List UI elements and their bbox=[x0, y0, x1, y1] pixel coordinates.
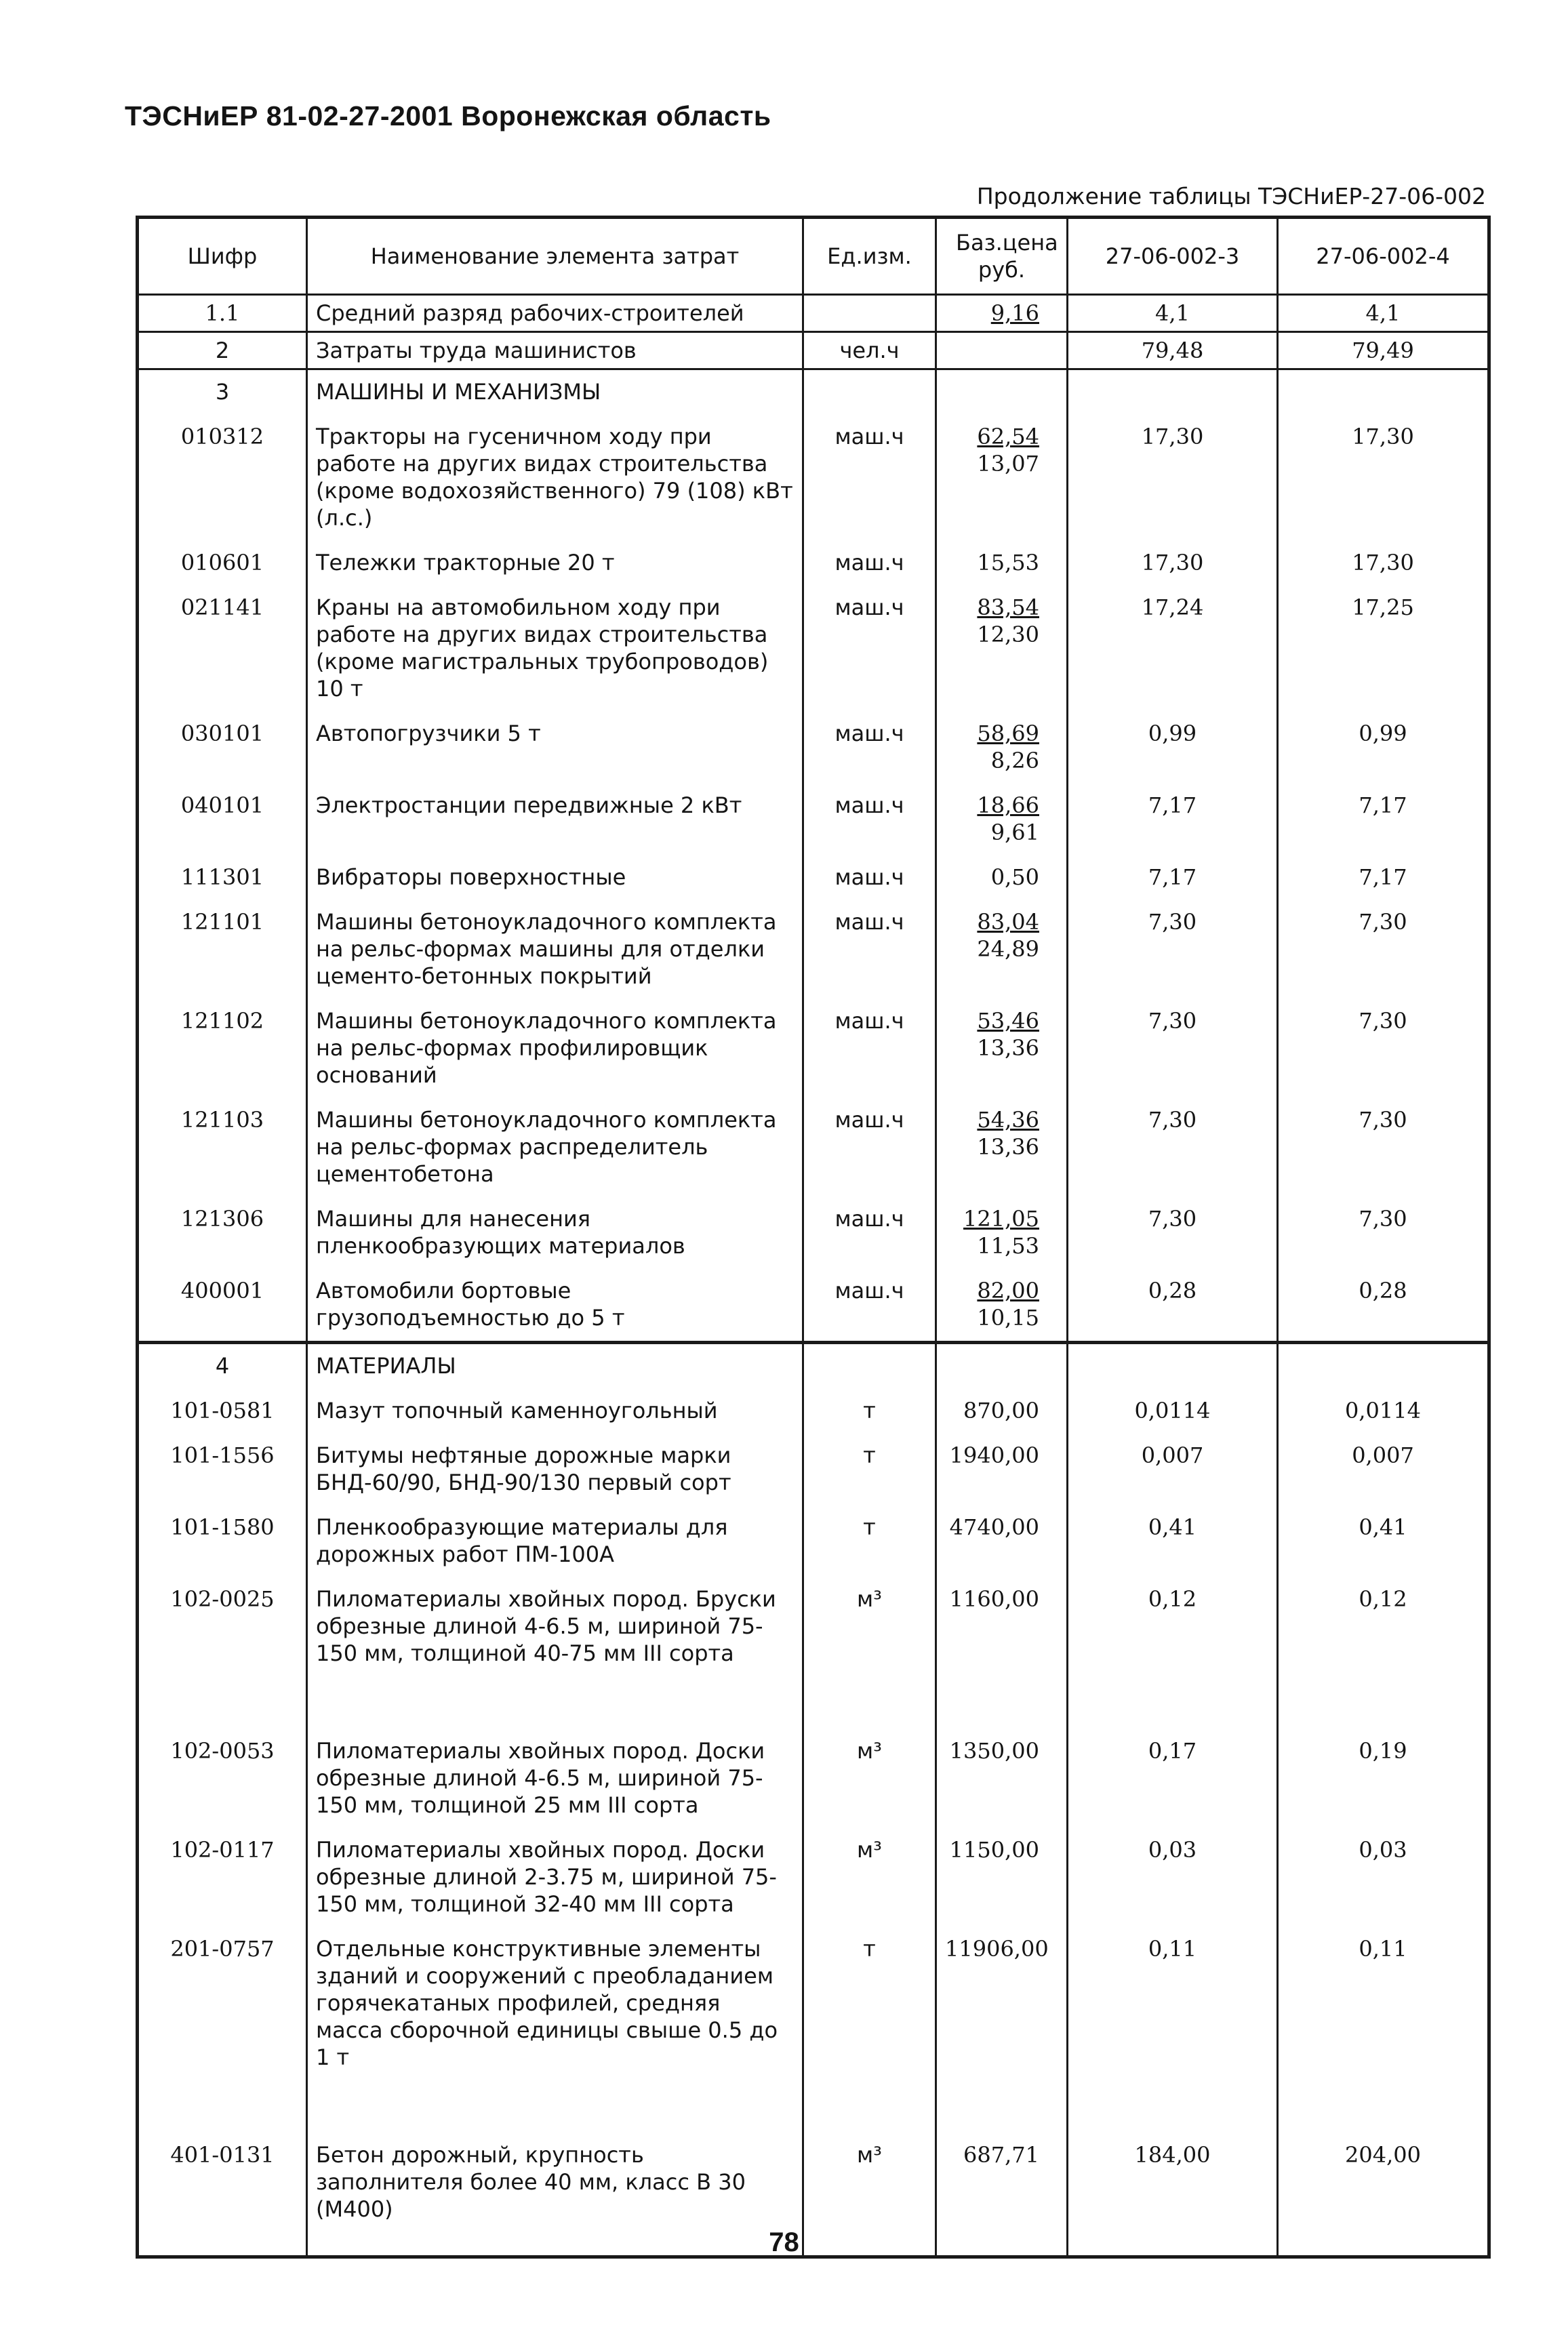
cell-price bbox=[936, 784, 1068, 855]
price-wage: 9,61 bbox=[990, 820, 1039, 845]
cell-value-27-06-002-4: 7,30 bbox=[1278, 1098, 1489, 1197]
cell-name: Отдельные конструктивные элементы зданий и сооружений с преобладанием горячекатаных профилей, средняя масса сборочной единицы свыше 0.5 до 1 т bbox=[307, 1927, 803, 2133]
cell-code: 121102 bbox=[138, 999, 307, 1098]
table-row bbox=[138, 999, 1489, 1098]
cell-value-27-06-002-4: 7,17 bbox=[1278, 855, 1489, 900]
price-wage: 13,36 bbox=[977, 1035, 1039, 1061]
table-row bbox=[138, 900, 1489, 999]
cell-value-27-06-002-4: 17,25 bbox=[1278, 586, 1489, 712]
price-wage: 15,53 bbox=[977, 550, 1039, 575]
cell-value-27-06-002-3: 184,00 bbox=[1068, 2133, 1278, 2257]
table-row bbox=[138, 541, 1489, 586]
cell-code: 102-0117 bbox=[138, 1828, 307, 1927]
cell-unit: т bbox=[803, 1506, 936, 1577]
cell-value-27-06-002-4: 204,00 bbox=[1278, 2133, 1489, 2257]
cell-name: Тракторы на гусеничном ходу при работе на других видах строительства (кроме водохозяйственного) 79 (108) кВт (л.с.) bbox=[307, 415, 803, 541]
cell-name: Затраты труда машинистов bbox=[307, 332, 803, 369]
cell-price bbox=[936, 1389, 1068, 1434]
price-total: 83,04 bbox=[977, 909, 1039, 935]
cell-unit: т bbox=[803, 1389, 936, 1434]
price-wage: 1350,00 bbox=[949, 1738, 1039, 1764]
cell-name: Пиломатериалы хвойных пород. Доски обрезные длиной 4-6.5 м, шириной 75-150 мм, толщиной 25 мм III сорта bbox=[307, 1729, 803, 1828]
table-row bbox=[138, 712, 1489, 784]
cell-name: Машины бетоноукладочного комплекта на рельс-формах профилировщик оснований bbox=[307, 999, 803, 1098]
section-row bbox=[138, 369, 1489, 416]
cell-name: Машины для нанесения пленкообразующих материалов bbox=[307, 1197, 803, 1269]
cell-value-27-06-002-3: 7,30 bbox=[1068, 1098, 1278, 1197]
cell-name: Машины бетоноукладочного комплекта на рельс-формах машины для отделки цементо-бетонных покрытий bbox=[307, 900, 803, 999]
table-header-row bbox=[138, 218, 1489, 295]
cell-name: Вибраторы поверхностные bbox=[307, 855, 803, 900]
cell-value-27-06-002-3: 0,99 bbox=[1068, 712, 1278, 784]
cell-name: Пиломатериалы хвойных пород. Бруски обрезные длиной 4-6.5 м, шириной 75-150 мм, толщиной 40-75 мм III сорта bbox=[307, 1577, 803, 1729]
cell-value-27-06-002-4: 79,49 bbox=[1278, 332, 1489, 369]
section-row bbox=[138, 1343, 1489, 1390]
cell-code: 040101 bbox=[138, 784, 307, 855]
table-row bbox=[138, 855, 1489, 900]
price-wage: 10,15 bbox=[977, 1305, 1039, 1331]
price-wage: 1160,00 bbox=[949, 1586, 1039, 1612]
price-wage: 13,36 bbox=[977, 1134, 1039, 1160]
price-wage: 870,00 bbox=[963, 1398, 1039, 1423]
cell-code: 102-0053 bbox=[138, 1729, 307, 1828]
cell-value-27-06-002-4: 0,12 bbox=[1278, 1577, 1489, 1729]
cell-price bbox=[936, 1828, 1068, 1927]
cell-name: Электростанции передвижные 2 кВт bbox=[307, 784, 803, 855]
cell-price bbox=[936, 1506, 1068, 1577]
cell-unit: маш.ч bbox=[803, 1098, 936, 1197]
cell-name: Тележки тракторные 20 т bbox=[307, 541, 803, 586]
cell-unit: т bbox=[803, 1927, 936, 2133]
table-row bbox=[138, 1269, 1489, 1343]
cell-value-27-06-002-4: 17,30 bbox=[1278, 541, 1489, 586]
cell-value-27-06-002-3: 7,30 bbox=[1068, 1197, 1278, 1269]
cell-code: 030101 bbox=[138, 712, 307, 784]
column-header-price: Баз.цена руб. bbox=[936, 218, 1068, 295]
cell-value-27-06-002-3: 7,30 bbox=[1068, 999, 1278, 1098]
column-header-code: Шифр bbox=[138, 218, 307, 295]
table-row bbox=[138, 784, 1489, 855]
price-total: 18,66 bbox=[977, 792, 1039, 818]
table-row bbox=[138, 1197, 1489, 1269]
cell-value-27-06-002-4: 7,30 bbox=[1278, 900, 1489, 999]
price-wage: 1940,00 bbox=[949, 1442, 1039, 1468]
cell-unit: маш.ч bbox=[803, 541, 936, 586]
column-header-name: Наименование элемента затрат bbox=[307, 218, 803, 295]
cell-value-27-06-002-4: 0,19 bbox=[1278, 1729, 1489, 1828]
cell-code: 102-0025 bbox=[138, 1577, 307, 1729]
cell-value-27-06-002-3: 0,007 bbox=[1068, 1434, 1278, 1506]
cell-price bbox=[936, 295, 1068, 332]
cell-code: 010601 bbox=[138, 541, 307, 586]
cell-value-27-06-002-3: 7,17 bbox=[1068, 784, 1278, 855]
cell-value-27-06-002-4: 4,1 bbox=[1278, 295, 1489, 332]
cell-price bbox=[936, 712, 1068, 784]
table-row bbox=[138, 586, 1489, 712]
cell-value-27-06-002-3: 17,30 bbox=[1068, 541, 1278, 586]
column-header-27-06-002-4: 27-06-002-4 bbox=[1278, 218, 1489, 295]
cell-unit: м³ bbox=[803, 1729, 936, 1828]
cell-value-27-06-002-4: 0,28 bbox=[1278, 1269, 1489, 1343]
cell-name: Средний разряд рабочих-строителей bbox=[307, 295, 803, 332]
cell-unit: чел.ч bbox=[803, 332, 936, 369]
cell-code: 400001 bbox=[138, 1269, 307, 1343]
summary-row bbox=[138, 295, 1489, 332]
price-total: 62,54 bbox=[977, 424, 1039, 449]
cell-value-27-06-002-4: 7,30 bbox=[1278, 999, 1489, 1098]
price-total: 121,05 bbox=[963, 1206, 1039, 1232]
cell-price bbox=[936, 1269, 1068, 1343]
page-number: 78 bbox=[769, 2227, 799, 2257]
document-title: ТЭСНиЕР 81-02-27-2001 Воронежская область bbox=[125, 100, 771, 132]
cell-price bbox=[936, 999, 1068, 1098]
cell-value-27-06-002-3: 7,17 bbox=[1068, 855, 1278, 900]
cell-price bbox=[936, 541, 1068, 586]
cell-price bbox=[936, 1434, 1068, 1506]
cell-code: 121306 bbox=[138, 1197, 307, 1269]
cell-name: Пиломатериалы хвойных пород. Доски обрезные длиной 2-3.75 м, шириной 75-150 мм, толщиной 32-40 мм III сорта bbox=[307, 1828, 803, 1927]
cell-price bbox=[936, 1197, 1068, 1269]
cell-unit: маш.ч bbox=[803, 900, 936, 999]
price-total: 54,36 bbox=[977, 1107, 1039, 1133]
resource-table bbox=[136, 216, 1491, 2259]
table-body bbox=[138, 295, 1489, 2257]
cell-name: Краны на автомобильном ходу при работе на других видах строительства (кроме магистральных трубопроводов) 10 т bbox=[307, 586, 803, 712]
cell-value-27-06-002-3: 0,28 bbox=[1068, 1269, 1278, 1343]
cell-value-27-06-002-4: 0,0114 bbox=[1278, 1389, 1489, 1434]
cell-unit: м³ bbox=[803, 2133, 936, 2257]
cell-unit: маш.ч bbox=[803, 784, 936, 855]
cell-name: Бетон дорожный, крупность заполнителя более 40 мм, класс В 30 (М400) bbox=[307, 2133, 803, 2257]
price-total: 82,00 bbox=[977, 1278, 1039, 1304]
cell-value-27-06-002-3: 79,48 bbox=[1068, 332, 1278, 369]
table-row bbox=[138, 1927, 1489, 2133]
cell-value-27-06-002-3: 0,11 bbox=[1068, 1927, 1278, 2133]
price-total: 83,54 bbox=[977, 594, 1039, 620]
table-row bbox=[138, 1729, 1489, 1828]
cell-code: 101-0581 bbox=[138, 1389, 307, 1434]
price-total: 9,16 bbox=[990, 300, 1039, 326]
cell-code: 121103 bbox=[138, 1098, 307, 1197]
cell-value-27-06-002-3: 0,0114 bbox=[1068, 1389, 1278, 1434]
cell-value-27-06-002-4: 7,17 bbox=[1278, 784, 1489, 855]
cell-unit: маш.ч bbox=[803, 1197, 936, 1269]
cell-unit: м³ bbox=[803, 1828, 936, 1927]
cell-name: Пленкообразующие материалы для дорожных работ ПМ-100А bbox=[307, 1506, 803, 1577]
cell-unit bbox=[803, 295, 936, 332]
cell-price bbox=[936, 332, 1068, 369]
table-row bbox=[138, 1577, 1489, 1729]
cell-value-27-06-002-3: 0,41 bbox=[1068, 1506, 1278, 1577]
table-continuation-caption: Продолжение таблицы ТЭСНиЕР-27-06-002 bbox=[976, 183, 1486, 209]
cell-unit: маш.ч bbox=[803, 415, 936, 541]
price-wage: 4740,00 bbox=[949, 1514, 1039, 1540]
cell-value-27-06-002-3: 0,12 bbox=[1068, 1577, 1278, 1729]
cell-unit: т bbox=[803, 1434, 936, 1506]
cell-value-27-06-002-4: 0,03 bbox=[1278, 1828, 1489, 1927]
cell-price bbox=[936, 415, 1068, 541]
price-wage: 1150,00 bbox=[949, 1837, 1039, 1863]
cell-value-27-06-002-3: 0,03 bbox=[1068, 1828, 1278, 1927]
cell-code: 401-0131 bbox=[138, 2133, 307, 2257]
cell-code: 101-1556 bbox=[138, 1434, 307, 1506]
cell-code: 111301 bbox=[138, 855, 307, 900]
price-wage: 11906,00 bbox=[945, 1936, 1049, 1962]
cell-unit: маш.ч bbox=[803, 586, 936, 712]
table-row bbox=[138, 1434, 1489, 1506]
cell-value-27-06-002-3: 4,1 bbox=[1068, 295, 1278, 332]
cell-value-27-06-002-3: 0,17 bbox=[1068, 1729, 1278, 1828]
cell-name: Битумы нефтяные дорожные марки БНД-60/90, БНД-90/130 первый сорт bbox=[307, 1434, 803, 1506]
cell-value-27-06-002-4: 7,30 bbox=[1278, 1197, 1489, 1269]
cell-name: Автомобили бортовые грузоподъемностью до 5 т bbox=[307, 1269, 803, 1343]
cell-value-27-06-002-3: 17,24 bbox=[1068, 586, 1278, 712]
cell-code: 2 bbox=[138, 332, 307, 369]
cell-value-27-06-002-4: 17,30 bbox=[1278, 415, 1489, 541]
cell-price bbox=[936, 1729, 1068, 1828]
table-row bbox=[138, 415, 1489, 541]
price-wage: 13,07 bbox=[977, 451, 1039, 477]
cell-value-27-06-002-3: 7,30 bbox=[1068, 900, 1278, 999]
price-total: 58,69 bbox=[977, 721, 1039, 746]
cell-name: Машины бетоноукладочного комплекта на рельс-формах распределитель цементобетона bbox=[307, 1098, 803, 1197]
column-header-unit: Ед.изм. bbox=[803, 218, 936, 295]
cell-price bbox=[936, 1577, 1068, 1729]
cell-code: 201-0757 bbox=[138, 1927, 307, 2133]
cell-code: 010312 bbox=[138, 415, 307, 541]
section-code: 4 bbox=[138, 1343, 307, 1390]
cell-price bbox=[936, 855, 1068, 900]
cell-price bbox=[936, 586, 1068, 712]
column-header-27-06-002-3: 27-06-002-3 bbox=[1068, 218, 1278, 295]
price-wage: 24,89 bbox=[977, 936, 1039, 962]
price-total: 53,46 bbox=[977, 1008, 1039, 1034]
cell-price bbox=[936, 1927, 1068, 2133]
summary-row bbox=[138, 332, 1489, 369]
cell-unit: маш.ч bbox=[803, 855, 936, 900]
cell-value-27-06-002-4: 0,99 bbox=[1278, 712, 1489, 784]
table-row bbox=[138, 1506, 1489, 1577]
cell-name: Автопогрузчики 5 т bbox=[307, 712, 803, 784]
cell-code: 101-1580 bbox=[138, 1506, 307, 1577]
section-title: МАТЕРИАЛЫ bbox=[307, 1343, 803, 1390]
cell-value-27-06-002-4: 0,007 bbox=[1278, 1434, 1489, 1506]
table-row bbox=[138, 1098, 1489, 1197]
price-wage: 11,53 bbox=[977, 1233, 1039, 1259]
section-title: МАШИНЫ И МЕХАНИЗМЫ bbox=[307, 369, 803, 416]
price-wage: 687,71 bbox=[963, 2142, 1039, 2168]
table-row bbox=[138, 1828, 1489, 1927]
price-wage: 8,26 bbox=[990, 748, 1039, 773]
cell-code: 121101 bbox=[138, 900, 307, 999]
cell-unit: маш.ч bbox=[803, 712, 936, 784]
cell-value-27-06-002-4: 0,41 bbox=[1278, 1506, 1489, 1577]
section-code: 3 bbox=[138, 369, 307, 416]
cell-code: 1.1 bbox=[138, 295, 307, 332]
table-row bbox=[138, 1389, 1489, 1434]
cell-unit: м³ bbox=[803, 1577, 936, 1729]
cell-name: Мазут топочный каменноугольный bbox=[307, 1389, 803, 1434]
cell-unit: маш.ч bbox=[803, 999, 936, 1098]
cell-value-27-06-002-4: 0,11 bbox=[1278, 1927, 1489, 2133]
price-wage: 12,30 bbox=[977, 622, 1039, 647]
cell-price bbox=[936, 1098, 1068, 1197]
cell-value-27-06-002-3: 17,30 bbox=[1068, 415, 1278, 541]
cell-unit: маш.ч bbox=[803, 1269, 936, 1343]
cell-code: 021141 bbox=[138, 586, 307, 712]
price-wage: 0,50 bbox=[990, 864, 1039, 890]
cell-price bbox=[936, 900, 1068, 999]
